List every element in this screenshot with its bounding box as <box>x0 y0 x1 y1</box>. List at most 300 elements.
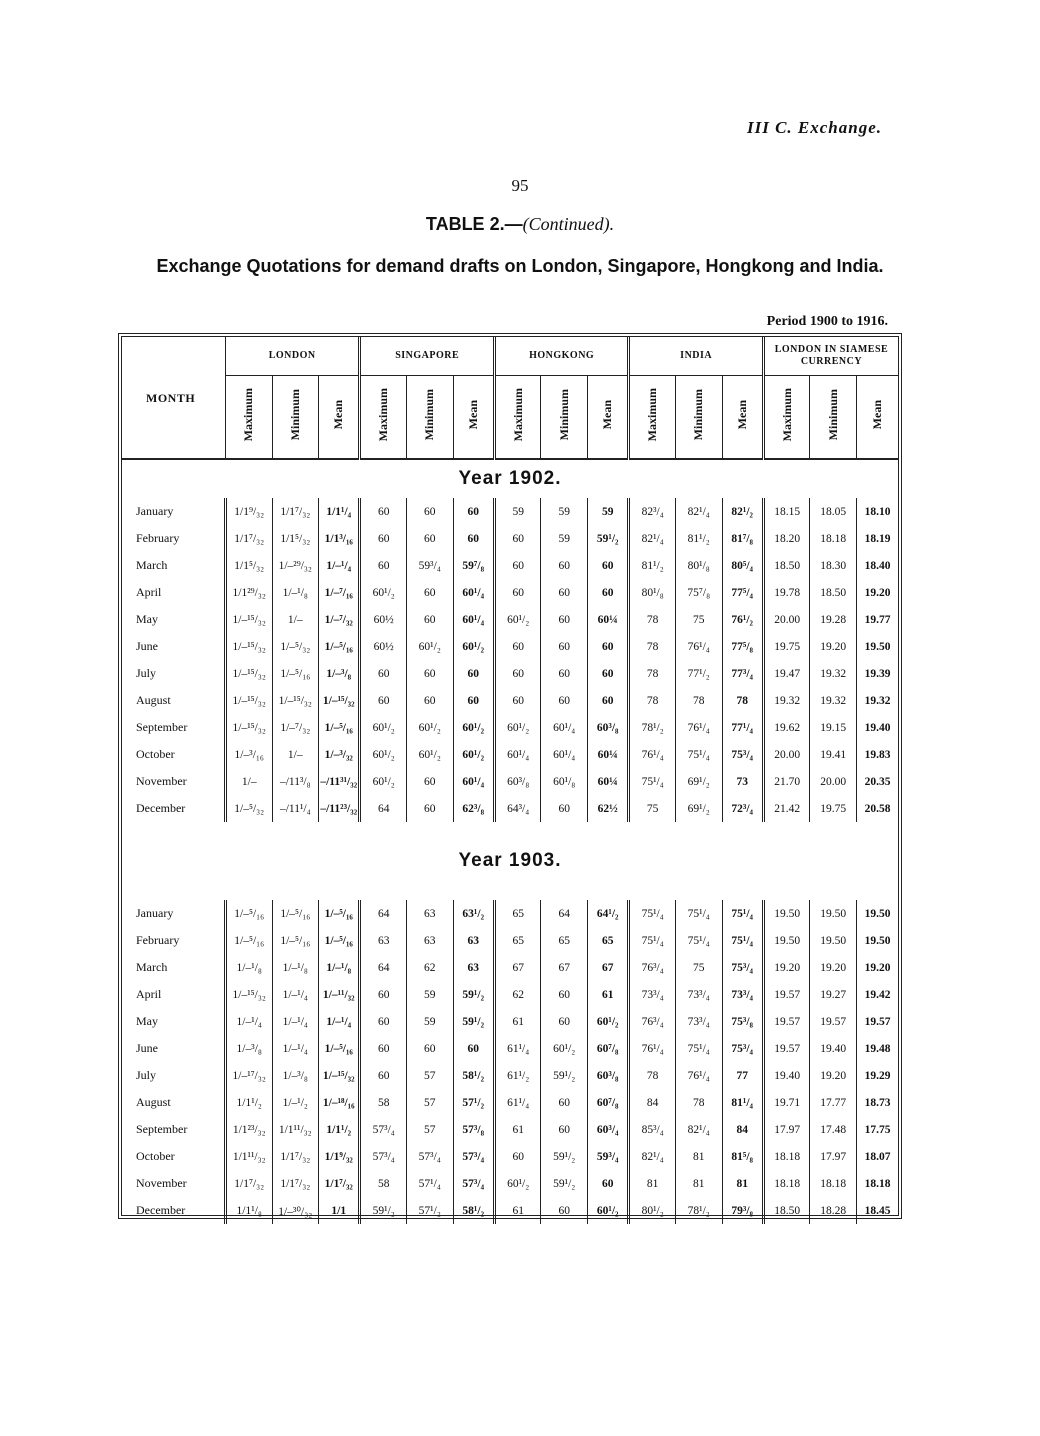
value-cell: 1/– <box>272 606 319 633</box>
value-cell: 77¹/₄ <box>722 714 763 741</box>
value-cell: 73³/₄ <box>629 981 676 1008</box>
value-cell: 60 <box>588 552 629 579</box>
table-row <box>122 795 898 822</box>
group-header-london: LONDON <box>225 337 359 375</box>
value-cell: 78 <box>722 687 763 714</box>
value-cell: 60¹/₂ <box>494 1170 541 1197</box>
value-cell: 19.47 <box>763 660 810 687</box>
value-cell: 76³/₄ <box>629 954 676 981</box>
value-cell: 64³/₄ <box>494 795 541 822</box>
value-cell: 18.07 <box>857 1143 899 1170</box>
value-cell: 60¹/₄ <box>541 741 588 768</box>
value-cell: 81 <box>629 1170 676 1197</box>
value-cell: 59¹/₂ <box>541 1062 588 1089</box>
value-cell: 60¹/₂ <box>406 714 453 741</box>
value-cell: 60 <box>360 525 407 552</box>
group-header-row <box>122 337 898 375</box>
value-cell: 67 <box>494 954 541 981</box>
value-cell: 1/1¹/₂ <box>225 1089 272 1116</box>
month-label: January <box>136 906 174 920</box>
value-cell: 17.97 <box>763 1116 810 1143</box>
value-cell: 65 <box>541 927 588 954</box>
value-cell: 58¹/₂ <box>453 1062 494 1089</box>
value-cell: 64 <box>541 900 588 927</box>
value-cell: 60 <box>453 687 494 714</box>
month-label: September <box>136 1122 188 1136</box>
value-cell: 60¹/₂ <box>453 741 494 768</box>
value-cell: 81¹/₂ <box>629 552 676 579</box>
exchange-table <box>122 337 898 1224</box>
value-cell: 60¹/₄ <box>453 606 494 633</box>
value-cell: 18.18 <box>810 1170 857 1197</box>
value-cell: 57¹/₄ <box>406 1170 453 1197</box>
month-label: May <box>136 612 158 626</box>
value-cell: 77³/₄ <box>722 660 763 687</box>
value-cell: 75 <box>675 606 722 633</box>
year-gap-cell <box>122 880 898 900</box>
value-cell: 60 <box>494 1143 541 1170</box>
table-row <box>122 579 898 606</box>
sub-header-mean: Mean <box>600 400 615 430</box>
month-cell <box>122 900 225 927</box>
value-cell: 60¹/₄ <box>494 741 541 768</box>
value-cell: 59¹/₂ <box>453 1008 494 1035</box>
value-cell: 19.50 <box>857 900 899 927</box>
value-cell: 18.18 <box>857 1170 899 1197</box>
month-label: August <box>136 693 171 707</box>
value-cell: 75¹/₄ <box>629 927 676 954</box>
value-cell: 60 <box>406 579 453 606</box>
value-cell: 1/–⁵/₁₆ <box>319 900 360 927</box>
value-cell: 60 <box>541 660 588 687</box>
value-cell: 81 <box>722 1170 763 1197</box>
value-cell: 78 <box>629 1062 676 1089</box>
value-cell: 19.32 <box>857 687 899 714</box>
value-cell: 58¹/₂ <box>453 1197 494 1224</box>
value-cell: 59 <box>541 498 588 525</box>
value-cell: 19.71 <box>763 1089 810 1116</box>
value-cell: 19.20 <box>810 633 857 660</box>
value-cell: 76¹/₄ <box>629 1035 676 1062</box>
value-cell: 1/–¹/₄ <box>272 1008 319 1035</box>
table-row <box>122 1170 898 1197</box>
value-cell: 59 <box>541 525 588 552</box>
value-cell: 19.29 <box>857 1062 899 1089</box>
month-label: June <box>136 639 158 653</box>
value-cell: 1/–¹⁵/₃₂ <box>225 981 272 1008</box>
value-cell: 76¹/₄ <box>629 741 676 768</box>
value-cell: 1/–³/₈ <box>225 1035 272 1062</box>
value-cell: 69¹/₂ <box>675 768 722 795</box>
value-cell: –/11³/₈ <box>272 768 319 795</box>
value-cell: 19.57 <box>810 1008 857 1035</box>
value-cell: 1/–¹⁷/₃₂ <box>225 1062 272 1089</box>
value-cell: 76¹/₄ <box>675 633 722 660</box>
value-cell: 60¹/₄ <box>453 768 494 795</box>
value-cell: 57³/₄ <box>406 1143 453 1170</box>
value-cell: 75¹/₄ <box>675 741 722 768</box>
value-cell: 60 <box>406 1035 453 1062</box>
value-cell: 75 <box>629 795 676 822</box>
value-cell: 60 <box>453 1035 494 1062</box>
value-cell: 75³/₄ <box>722 741 763 768</box>
value-cell: 60³/₈ <box>588 1062 629 1089</box>
value-cell: 19.77 <box>857 606 899 633</box>
value-cell: 19.32 <box>810 660 857 687</box>
year-gap <box>122 880 898 900</box>
value-cell: 19.50 <box>857 633 899 660</box>
value-cell: 19.20 <box>857 579 899 606</box>
value-cell: 1/–⁵/₃₂ <box>272 633 319 660</box>
group-header-hongkong: HONGKONG <box>494 337 628 375</box>
value-cell: 21.42 <box>763 795 810 822</box>
value-cell: 84 <box>629 1089 676 1116</box>
value-cell: 60¼ <box>588 768 629 795</box>
value-cell: 75¹/₄ <box>722 927 763 954</box>
value-cell: 60 <box>406 660 453 687</box>
value-cell: 19.83 <box>857 741 899 768</box>
value-cell: 81⁵/₈ <box>722 1143 763 1170</box>
value-cell: 57³/₄ <box>360 1116 407 1143</box>
value-cell: 60³/₈ <box>494 768 541 795</box>
value-cell: 60¹/₂ <box>360 741 407 768</box>
value-cell: 59¹/₂ <box>588 525 629 552</box>
table-row <box>122 741 898 768</box>
sub-header-minimum: Minimum <box>422 389 437 441</box>
value-cell: 76¹/₄ <box>675 714 722 741</box>
value-cell: 80⁵/₄ <box>722 552 763 579</box>
value-cell: 60½ <box>360 606 407 633</box>
value-cell: 18.28 <box>810 1197 857 1224</box>
value-cell: 19.40 <box>763 1062 810 1089</box>
value-cell: 19.62 <box>763 714 810 741</box>
month-cell <box>122 525 225 552</box>
value-cell: 60 <box>541 1197 588 1224</box>
month-label: July <box>136 666 157 680</box>
value-cell: 60 <box>406 606 453 633</box>
value-cell: 60 <box>360 552 407 579</box>
period-label: Period 1900 to 1916. <box>766 314 888 329</box>
value-cell: 18.18 <box>763 1143 810 1170</box>
value-cell: 19.20 <box>763 954 810 981</box>
month-label: February <box>136 531 180 545</box>
value-cell: 60 <box>360 1008 407 1035</box>
value-cell: 80¹/₂ <box>629 1197 676 1224</box>
month-label: September <box>136 720 188 734</box>
value-cell: 18.10 <box>857 498 899 525</box>
value-cell: 1/–³/₁₆ <box>225 741 272 768</box>
value-cell: 75³/₈ <box>722 1008 763 1035</box>
table-title-continued: (Continued). <box>522 214 615 234</box>
value-cell: 1/–¹/₂ <box>272 1089 319 1116</box>
value-cell: 1/–⁵/₁₆ <box>319 1035 360 1062</box>
sub-header-minimum: Minimum <box>287 389 302 441</box>
value-cell: 82¹/₄ <box>675 498 722 525</box>
month-cell <box>122 741 225 768</box>
value-cell: 1/–¹⁵/₃₂ <box>225 714 272 741</box>
value-cell: 57³/₄ <box>360 1143 407 1170</box>
table-row <box>122 1008 898 1035</box>
value-cell: 1/–¹⁵/₃₂ <box>225 660 272 687</box>
value-cell: 1/–¹/₄ <box>272 1035 319 1062</box>
value-cell: 60 <box>541 606 588 633</box>
value-cell: 1/1⁵/₃₂ <box>272 525 319 552</box>
value-cell: 1/–⁵/₃₂ <box>225 795 272 822</box>
value-cell: 1/–⁵/₁₆ <box>272 927 319 954</box>
value-cell: 1/1⁷/₃₂ <box>272 1143 319 1170</box>
value-cell: 60¹/₂ <box>453 633 494 660</box>
value-cell: 19.48 <box>857 1035 899 1062</box>
value-cell: 1/–⁵/₁₆ <box>272 660 319 687</box>
value-cell: 59¹/₂ <box>541 1143 588 1170</box>
value-cell: 57³/₄ <box>453 1143 494 1170</box>
value-cell: 60¹/₂ <box>453 714 494 741</box>
value-cell: 76³/₄ <box>629 1008 676 1035</box>
value-cell: 1/–⁵/₁₆ <box>225 900 272 927</box>
sub-header-maximum: Maximum <box>241 388 256 442</box>
value-cell: 1/1 <box>319 1197 360 1224</box>
value-cell: 19.28 <box>810 606 857 633</box>
value-cell: 57³/₈ <box>453 1116 494 1143</box>
value-cell: 1/1⁷/₃₂ <box>272 498 319 525</box>
value-cell: 18.50 <box>810 579 857 606</box>
month-cell <box>122 1089 225 1116</box>
value-cell: 78 <box>629 633 676 660</box>
month-cell <box>122 981 225 1008</box>
value-cell: 1/1¹/₈ <box>225 1197 272 1224</box>
value-cell: 65 <box>494 900 541 927</box>
table-row <box>122 552 898 579</box>
table-row <box>122 954 898 981</box>
value-cell: 57 <box>406 1062 453 1089</box>
value-cell: 1/–¹⁸/₁₆ <box>319 1089 360 1116</box>
value-cell: –/11²³/₃₂ <box>319 795 360 822</box>
table-row <box>122 1089 898 1116</box>
value-cell: 19.78 <box>763 579 810 606</box>
value-cell: 18.73 <box>857 1089 899 1116</box>
value-cell: 1/–⁷/₃₂ <box>272 714 319 741</box>
value-cell: 1/–⁷/₁₆ <box>319 579 360 606</box>
value-cell: 57 <box>406 1089 453 1116</box>
table-row <box>122 606 898 633</box>
value-cell: 60¹/₂ <box>406 633 453 660</box>
value-cell: 82¹/₄ <box>629 525 676 552</box>
value-cell: 61 <box>494 1116 541 1143</box>
value-cell: 60 <box>494 633 541 660</box>
table-row <box>122 633 898 660</box>
value-cell: 60 <box>541 633 588 660</box>
value-cell: 77⁵/₄ <box>722 579 763 606</box>
value-cell: 21.70 <box>763 768 810 795</box>
sub-header-maximum: Maximum <box>645 388 660 442</box>
value-cell: 60 <box>588 687 629 714</box>
value-cell: 60 <box>360 981 407 1008</box>
value-cell: 18.15 <box>763 498 810 525</box>
value-cell: 60¹/₂ <box>360 768 407 795</box>
value-cell: 78 <box>629 606 676 633</box>
value-cell: 60⁷/₈ <box>588 1089 629 1116</box>
value-cell: 60 <box>541 687 588 714</box>
value-cell: 61 <box>494 1008 541 1035</box>
value-cell: 20.35 <box>857 768 899 795</box>
value-cell: 63¹/₂ <box>453 900 494 927</box>
value-cell: 60 <box>453 660 494 687</box>
value-cell: 18.18 <box>763 1170 810 1197</box>
month-cell <box>122 498 225 525</box>
value-cell: 1/–¹/₄ <box>319 552 360 579</box>
value-cell: 60 <box>360 498 407 525</box>
value-cell: 59 <box>406 981 453 1008</box>
value-cell: 1/–¹⁵/₃₂ <box>225 606 272 633</box>
month-cell <box>122 606 225 633</box>
value-cell: 60 <box>406 768 453 795</box>
month-cell <box>122 660 225 687</box>
value-cell: 60 <box>406 498 453 525</box>
value-cell: 85³/₄ <box>629 1116 676 1143</box>
value-cell: 79³/₈ <box>722 1197 763 1224</box>
table-row <box>122 714 898 741</box>
month-cell <box>122 687 225 714</box>
value-cell: 19.42 <box>857 981 899 1008</box>
value-cell: 60¹/₄ <box>453 579 494 606</box>
value-cell: 1/–³/₈ <box>319 660 360 687</box>
value-cell: 1/–¹⁵/₃₂ <box>272 687 319 714</box>
year-row <box>122 459 898 498</box>
sub-header-mean: Mean <box>870 400 884 430</box>
value-cell: 1/1³/₁₆ <box>319 525 360 552</box>
value-cell: 64¹/₂ <box>588 900 629 927</box>
value-cell: 59¹/₂ <box>541 1170 588 1197</box>
value-cell: 75¹/₄ <box>675 927 722 954</box>
value-cell: 60¹/₈ <box>541 768 588 795</box>
month-cell <box>122 1116 225 1143</box>
value-cell: 1/–¹/₄ <box>319 1008 360 1035</box>
value-cell: 20.00 <box>763 606 810 633</box>
month-cell <box>122 1062 225 1089</box>
table-row <box>122 1062 898 1089</box>
value-cell: 60 <box>494 687 541 714</box>
value-cell: 82¹/₄ <box>675 1116 722 1143</box>
value-cell: 75³/₄ <box>722 1035 763 1062</box>
value-cell: 62½ <box>588 795 629 822</box>
value-cell: 78¹/₂ <box>629 714 676 741</box>
value-cell: 82¹/₂ <box>722 498 763 525</box>
month-cell <box>122 579 225 606</box>
value-cell: 60¹/₂ <box>406 741 453 768</box>
value-cell: 1/1¹¹/₃₂ <box>272 1116 319 1143</box>
value-cell: 1/1¹/₄ <box>319 498 360 525</box>
value-cell: 1/–¹/₄ <box>272 981 319 1008</box>
value-cell: 78 <box>675 687 722 714</box>
value-cell: 63 <box>453 954 494 981</box>
value-cell: 1/1⁷/₃₂ <box>225 1170 272 1197</box>
value-cell: 1/–⁷/₃₂ <box>319 606 360 633</box>
value-cell: 60¹/₄ <box>541 714 588 741</box>
month-label: November <box>136 774 187 788</box>
value-cell: 19.40 <box>857 714 899 741</box>
value-cell: 60 <box>494 660 541 687</box>
value-cell: 60³/₈ <box>588 714 629 741</box>
value-cell: 1/–⁵/₁₆ <box>319 633 360 660</box>
value-cell: 19.50 <box>810 900 857 927</box>
value-cell: 82¹/₄ <box>629 1143 676 1170</box>
value-cell: 18.05 <box>810 498 857 525</box>
value-cell: 1/–¹⁵/₃₂ <box>225 687 272 714</box>
sub-header-maximum: Maximum <box>376 388 391 442</box>
value-cell: 19.39 <box>857 660 899 687</box>
value-cell: 18.19 <box>857 525 899 552</box>
value-cell: 19.32 <box>810 687 857 714</box>
value-cell: 1/–¹⁵/₃₂ <box>319 1062 360 1089</box>
value-cell: 60 <box>453 525 494 552</box>
value-cell: 60 <box>541 1116 588 1143</box>
value-cell: 61 <box>588 981 629 1008</box>
month-label: April <box>136 987 162 1001</box>
value-cell: 62 <box>494 981 541 1008</box>
value-cell: 19.57 <box>857 1008 899 1035</box>
value-cell: 65 <box>494 927 541 954</box>
value-cell: 1/–¹/₄ <box>225 1008 272 1035</box>
value-cell: 19.27 <box>810 981 857 1008</box>
value-cell: 62 <box>406 954 453 981</box>
value-cell: 64 <box>360 900 407 927</box>
value-cell: 1/1²⁹/₃₂ <box>225 579 272 606</box>
month-cell <box>122 1035 225 1062</box>
table-row <box>122 687 898 714</box>
value-cell: 1/–⁵/₁₆ <box>319 927 360 954</box>
table-row <box>122 498 898 525</box>
value-cell: 18.30 <box>810 552 857 579</box>
value-cell: 60 <box>494 579 541 606</box>
value-cell: 19.20 <box>810 1062 857 1089</box>
value-cell: 19.50 <box>810 927 857 954</box>
value-cell: 60 <box>541 552 588 579</box>
value-cell: 60⁷/₈ <box>588 1035 629 1062</box>
value-cell: 60¼ <box>588 741 629 768</box>
value-cell: 60¹/₂ <box>360 714 407 741</box>
value-cell: 69¹/₂ <box>675 795 722 822</box>
value-cell: 18.40 <box>857 552 899 579</box>
value-cell: 61 <box>494 1197 541 1224</box>
month-label: May <box>136 1014 158 1028</box>
value-cell: 1/1⁷/₃₂ <box>225 525 272 552</box>
value-cell: 19.57 <box>763 1008 810 1035</box>
sub-header-minimum: Minimum <box>556 389 571 441</box>
value-cell: 60 <box>360 687 407 714</box>
year-label: Year 1902. <box>458 468 562 489</box>
value-cell: 1/1¹/₂ <box>319 1116 360 1143</box>
value-cell: 18.18 <box>810 525 857 552</box>
year-row <box>122 822 898 880</box>
value-cell: 60 <box>406 687 453 714</box>
value-cell: 60¹/₂ <box>541 1035 588 1062</box>
value-cell: 60 <box>541 1008 588 1035</box>
value-cell: –/11³¹/₃₂ <box>319 768 360 795</box>
value-cell: 60¹/₂ <box>588 1197 629 1224</box>
value-cell: 19.75 <box>810 795 857 822</box>
value-cell: 60 <box>541 795 588 822</box>
value-cell: 81⁷/₈ <box>722 525 763 552</box>
value-cell: 80¹/₈ <box>629 579 676 606</box>
sub-header-minimum: Minimum <box>691 389 706 441</box>
value-cell: 60¹/₂ <box>360 579 407 606</box>
value-cell: 19.50 <box>857 927 899 954</box>
value-cell: 1/1⁷/₃₂ <box>319 1170 360 1197</box>
value-cell: 60½ <box>360 633 407 660</box>
table-row <box>122 927 898 954</box>
group-header-london-siamese: LONDON IN SIAMESE CURRENCY <box>763 337 898 375</box>
month-cell <box>122 795 225 822</box>
